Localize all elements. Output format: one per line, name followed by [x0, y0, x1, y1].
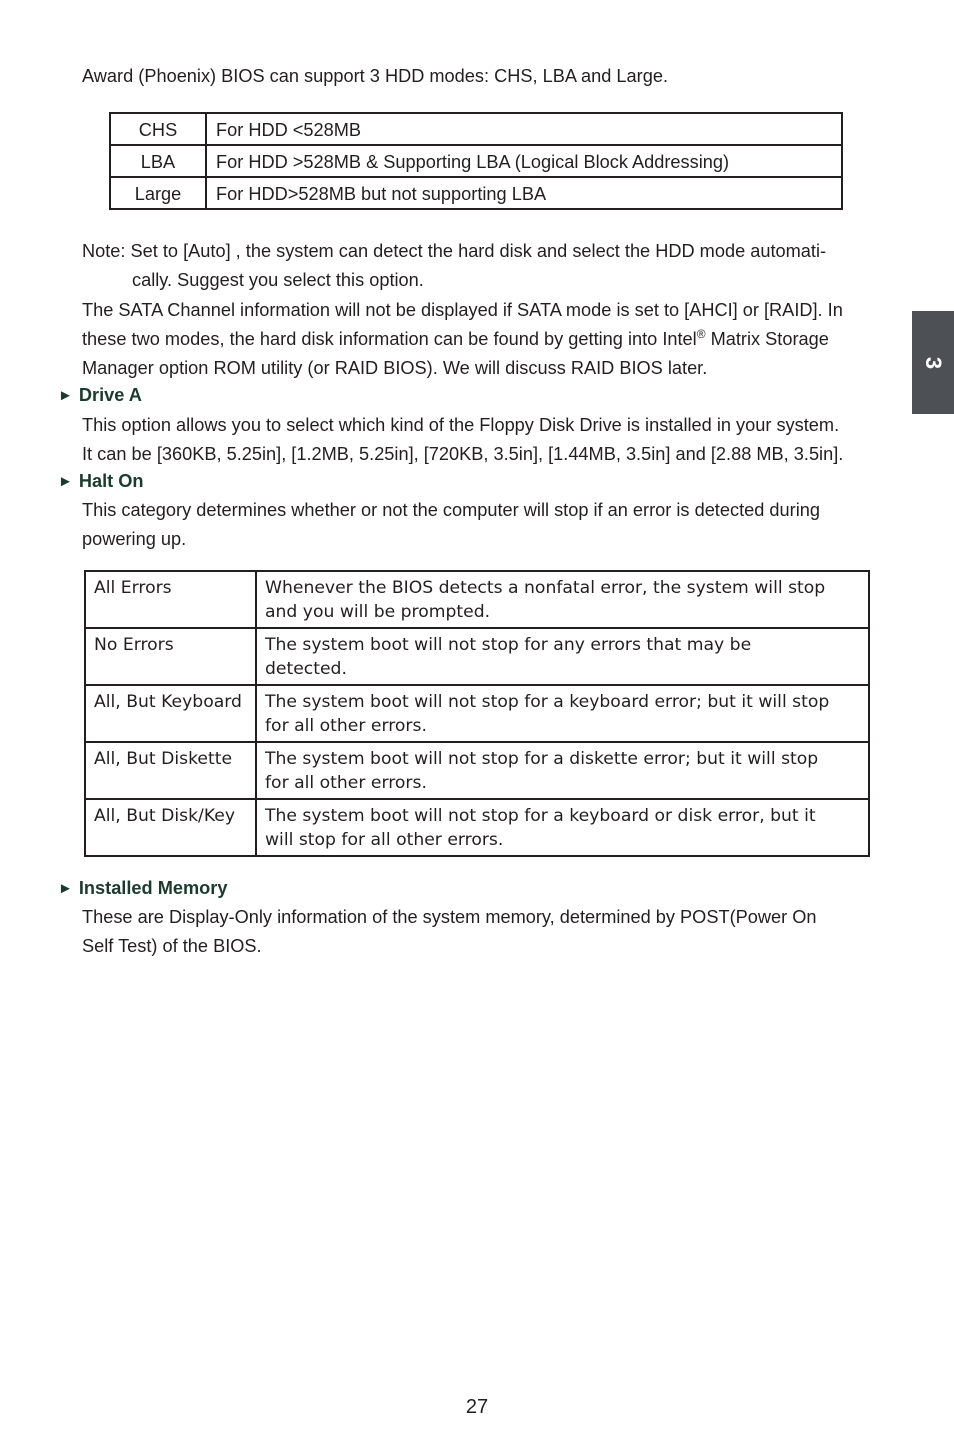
halt-option-cell: All, But Disk/Key — [85, 799, 256, 856]
sata-line-part: these two modes, the hard disk information can be found by getting into Intel — [82, 329, 697, 349]
arrow-right-icon: ► — [58, 387, 73, 404]
heading-text: Installed Memory — [78, 878, 228, 898]
halt-desc-line: The system boot will not stop for a keyboard or disk error, but it — [265, 806, 816, 826]
hdd-mode-cell: Large — [110, 177, 206, 209]
drive-a-paragraph — [82, 411, 902, 469]
chapter-number: 3 — [921, 356, 946, 369]
hdd-desc-cell: For HDD>528MB but not supporting LBA — [206, 177, 842, 209]
installed-memory-line: Self Test) of the BIOS. — [82, 936, 262, 956]
halt-desc-cell — [256, 628, 869, 685]
note-line: cally. Suggest you select this option. — [132, 270, 424, 290]
table-row — [85, 628, 869, 685]
halt-desc-line: for all other errors. — [265, 716, 427, 736]
table-row — [110, 145, 842, 177]
halt-desc-cell — [256, 742, 869, 799]
drive-a-line: This option allows you to select which kind of the Floppy Disk Drive is installed in your system. — [82, 415, 840, 435]
intro-text — [82, 62, 902, 91]
hdd-mode-cell: LBA — [110, 145, 206, 177]
hdd-mode-cell: CHS — [110, 113, 206, 145]
sata-line-part: Matrix Storage — [705, 329, 829, 349]
table-row — [110, 113, 842, 145]
hdd-desc-cell: For HDD <528MB — [206, 113, 842, 145]
note-paragraph — [82, 237, 902, 295]
halt-on-heading — [58, 469, 144, 494]
hdd-mode-table — [109, 112, 843, 210]
halt-desc-cell — [256, 799, 869, 856]
registered-mark: ® — [696, 327, 706, 341]
halt-desc-line: The system boot will not stop for any errors that may be — [265, 635, 752, 655]
hdd-desc-cell: For HDD >528MB & Supporting LBA (Logical Block Addressing) — [206, 145, 842, 177]
halt-desc-line: will stop for all other errors. — [265, 830, 504, 850]
halt-on-table — [84, 570, 870, 857]
halt-desc-line: detected. — [265, 659, 347, 679]
table-row — [85, 685, 869, 742]
halt-desc-line: The system boot will not stop for a keyboard error; but it will stop — [265, 692, 830, 712]
halt-option-cell: All, But Diskette — [85, 742, 256, 799]
intro-line: Award (Phoenix) BIOS can support 3 HDD modes: CHS, LBA and Large. — [82, 66, 668, 86]
heading-text: Halt On — [78, 471, 144, 491]
halt-option-cell: All Errors — [85, 571, 256, 628]
sata-line: The SATA Channel information will not be displayed if SATA mode is set to [AHCI] or [RAID]. In — [82, 300, 843, 320]
drive-a-heading — [58, 383, 142, 408]
chapter-tab — [912, 311, 954, 414]
arrow-right-icon: ► — [58, 880, 73, 897]
halt-desc-line: for all other errors. — [265, 773, 427, 793]
halt-desc-line: and you will be prompted. — [265, 602, 491, 622]
sata-line: Manager option ROM utility (or RAID BIOS). We will discuss RAID BIOS later. — [82, 358, 708, 378]
halt-on-line: powering up. — [82, 529, 187, 549]
installed-memory-line: These are Display-Only information of the system memory, determined by POST(Power On — [82, 907, 817, 927]
note-line: Note: Set to [Auto] , the system can detect the hard disk and select the HDD mode automati- — [82, 241, 827, 261]
sata-paragraph — [82, 296, 902, 383]
heading-text: Drive A — [78, 385, 142, 405]
halt-desc-cell — [256, 685, 869, 742]
installed-memory-paragraph — [82, 903, 902, 961]
halt-desc-cell — [256, 571, 869, 628]
page-number: 27 — [465, 1396, 489, 1418]
arrow-right-icon: ► — [58, 473, 73, 490]
halt-option-cell: All, But Keyboard — [85, 685, 256, 742]
table-row — [85, 742, 869, 799]
table-row — [85, 571, 869, 628]
halt-on-paragraph — [82, 496, 902, 554]
halt-on-line: This category determines whether or not the computer will stop if an error is detected during — [82, 500, 820, 520]
installed-memory-heading — [58, 876, 227, 901]
halt-desc-line: The system boot will not stop for a diskette error; but it will stop — [265, 749, 819, 769]
halt-desc-line: Whenever the BIOS detects a nonfatal error, the system will stop — [265, 578, 826, 598]
table-row — [85, 799, 869, 856]
sata-line — [82, 325, 902, 354]
drive-a-line: It can be [360KB, 5.25in], [1.2MB, 5.25in], [720KB, 3.5in], [1.44MB, 3.5in] and [2.88 MB, 3.5in]. — [82, 444, 844, 464]
halt-option-cell: No Errors — [85, 628, 256, 685]
table-row — [110, 177, 842, 209]
